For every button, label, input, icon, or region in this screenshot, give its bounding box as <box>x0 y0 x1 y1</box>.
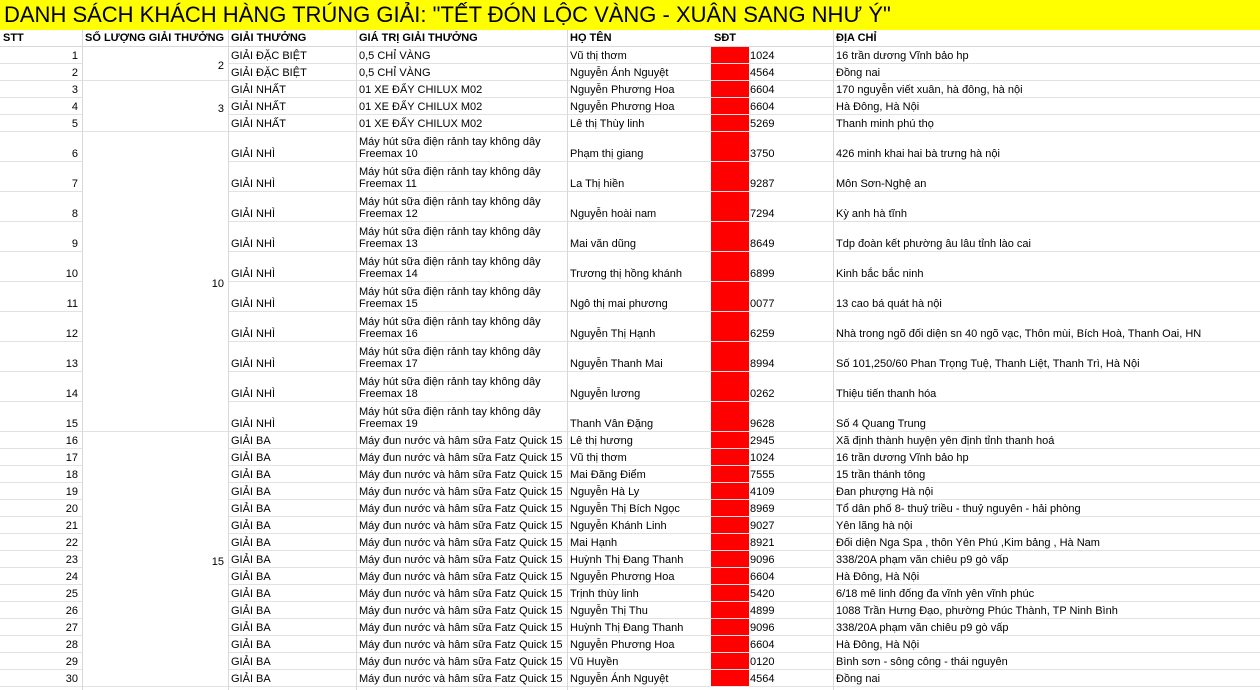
address-cell[interactable]: Thanh minh phú thọ <box>836 118 934 130</box>
phone-cell[interactable]: 6604 <box>750 639 775 651</box>
address-cell[interactable]: 338/20A phạm văn chiêu p9 gò vấp <box>836 622 1009 634</box>
redacted-phone-block <box>711 115 749 131</box>
award-cell[interactable]: GIẢI NHÌ <box>231 418 276 430</box>
quantity-value: 2 <box>217 60 224 72</box>
name-cell[interactable]: Nguyễn Thị Hạnh <box>570 328 656 340</box>
prize-value-cell[interactable]: 0,5 CHỈ VÀNG <box>359 67 431 79</box>
address-cell[interactable]: Đối diện Nga Spa , thôn Yên Phú ,Kim bảng , Hà Nam <box>836 537 1100 549</box>
prize-value-cell[interactable]: Máy hút sữa điện rảnh tay không dây Freemax 18 <box>359 376 541 400</box>
award-cell[interactable]: GIẢI BA <box>231 486 271 498</box>
stt-cell[interactable]: 17 <box>65 452 78 464</box>
name-cell[interactable]: Mai văn dũng <box>570 238 637 250</box>
name-cell[interactable]: Mai Đăng Điểm <box>570 469 646 481</box>
stt-cell[interactable]: 10 <box>65 268 78 280</box>
redacted-phone-block <box>711 517 749 533</box>
redacted-phone-block <box>711 162 749 191</box>
address-cell[interactable]: 15 trần thánh tông <box>836 469 926 481</box>
phone-cell[interactable]: 0262 <box>750 388 775 400</box>
redacted-phone-block <box>711 449 749 465</box>
phone-cell[interactable]: 6604 <box>750 571 775 583</box>
prize-value-cell[interactable]: Máy đun nước và hâm sữa Fatz Quick 15 <box>359 469 563 481</box>
award-cell[interactable]: GIẢI NHẤT <box>231 101 287 113</box>
redacted-phone-block <box>711 432 749 448</box>
address-cell[interactable]: 16 trần dương Vĩnh bảo hp <box>836 452 969 464</box>
address-cell[interactable]: 1088 Trần Hưng Đạo, phường Phúc Thành, TP Ninh Bình <box>836 605 1118 617</box>
stt-cell[interactable]: 13 <box>65 358 78 370</box>
award-cell[interactable]: GIẢI ĐẶC BIỆT <box>231 50 307 62</box>
quantity-merged-cell[interactable] <box>82 132 228 432</box>
sheet-title[interactable]: DANH SÁCH KHÁCH HÀNG TRÚNG GIẢI: "TẾT ĐÓN LỘC VÀNG - XUÂN SANG NHƯ Ý" <box>0 0 1260 30</box>
name-cell[interactable]: Trịnh thùy linh <box>570 588 639 600</box>
phone-cell[interactable]: 7294 <box>750 208 775 220</box>
redacted-phone-block <box>711 551 749 567</box>
prize-value-cell[interactable]: 01 XE ĐẨY CHILUX M02 <box>359 101 483 113</box>
stt-cell[interactable]: 5 <box>71 118 78 130</box>
award-cell[interactable]: GIẢI NHẤT <box>231 118 287 130</box>
phone-cell[interactable]: 2945 <box>750 435 775 447</box>
quantity-merged-cell[interactable] <box>82 81 228 132</box>
prize-value-cell[interactable]: Máy hút sữa điện rảnh tay không dây Freemax 13 <box>359 226 541 250</box>
prize-value-cell[interactable]: Máy đun nước và hâm sữa Fatz Quick 15 <box>359 503 563 515</box>
address-cell[interactable]: Đồng nai <box>836 67 881 79</box>
stt-cell[interactable]: 11 <box>66 298 78 310</box>
address-cell[interactable]: 426 minh khai hai bà trưng hà nội <box>836 148 1000 160</box>
stt-cell[interactable]: 21 <box>65 520 78 532</box>
address-cell[interactable]: Số 4 Quang Trung <box>836 418 926 430</box>
award-cell[interactable]: GIẢI BA <box>231 622 271 634</box>
name-cell[interactable]: Thanh Vân Đặng <box>570 418 654 430</box>
phone-cell[interactable]: 8921 <box>750 537 775 549</box>
quantity-value: 15 <box>211 555 224 568</box>
stt-cell[interactable]: 14 <box>65 388 78 400</box>
award-cell[interactable]: GIẢI ĐẶC BIỆT <box>231 67 307 79</box>
award-cell[interactable]: GIẢI NHÌ <box>231 358 276 370</box>
phone-cell[interactable]: 8969 <box>750 503 775 515</box>
address-cell[interactable]: Hà Đông, Hà Nội <box>836 639 920 651</box>
name-cell[interactable]: Nguyễn Phương Hoa <box>570 84 675 96</box>
quantity-value: 10 <box>211 278 224 290</box>
address-cell[interactable]: Đan phượng Hà nội <box>836 486 934 498</box>
column-divider <box>567 30 568 690</box>
stt-cell[interactable]: 18 <box>65 469 78 481</box>
stt-cell[interactable]: 6 <box>71 148 78 160</box>
award-cell[interactable]: GIẢI BA <box>231 554 271 566</box>
award-cell[interactable]: GIẢI NHÌ <box>231 268 276 280</box>
award-cell[interactable]: GIẢI BA <box>231 673 271 685</box>
name-cell[interactable]: Nguyễn Thanh Mai <box>570 358 663 370</box>
prize-value-cell[interactable]: Máy đun nước và hâm sữa Fatz Quick 15 <box>359 571 563 583</box>
redacted-phone-block <box>711 653 749 669</box>
address-cell[interactable]: Thiệu tiến thanh hóa <box>836 388 937 400</box>
redacted-phone-block <box>711 602 749 618</box>
award-cell[interactable]: GIẢI NHÌ <box>231 328 276 340</box>
redacted-phone-block <box>711 98 749 114</box>
prize-value-cell[interactable]: Máy đun nước và hâm sữa Fatz Quick 15 <box>359 554 563 566</box>
prize-value-cell[interactable]: Máy đun nước và hâm sữa Fatz Quick 15 <box>359 605 563 617</box>
phone-cell[interactable]: 0120 <box>750 656 775 668</box>
prize-value-cell[interactable]: Máy hút sữa điện rảnh tay không dây Freemax 10 <box>359 136 541 160</box>
name-cell[interactable]: Nguyễn Hà Ly <box>570 486 640 498</box>
phone-cell[interactable]: 6604 <box>750 84 775 96</box>
column-divider <box>82 30 83 690</box>
award-cell[interactable]: GIẢI NHÌ <box>231 298 276 310</box>
quantity-merged-cell[interactable] <box>82 47 228 81</box>
prize-value-cell[interactable]: Máy hút sữa điện rảnh tay không dây Freemax 15 <box>359 286 541 310</box>
address-cell[interactable]: Xã định thành huyện yên định tỉnh thanh hoá <box>836 435 1055 447</box>
stt-cell[interactable]: 27 <box>65 622 78 634</box>
prize-value-cell[interactable]: Máy đun nước và hâm sữa Fatz Quick 15 <box>359 520 563 532</box>
stt-cell[interactable]: 28 <box>65 639 78 651</box>
phone-cell[interactable]: 9628 <box>750 418 775 430</box>
name-cell[interactable]: Ngô thị mai phương <box>570 298 668 310</box>
stt-cell[interactable]: 20 <box>65 503 78 515</box>
redacted-phone-block <box>711 466 749 482</box>
prize-value-cell[interactable]: 01 XE ĐẨY CHILUX M02 <box>359 118 483 130</box>
award-cell[interactable]: GIẢI BA <box>231 656 271 668</box>
stt-cell[interactable]: 2 <box>71 67 78 79</box>
award-cell[interactable]: GIẢI BA <box>231 503 271 515</box>
redacted-phone-block <box>711 500 749 516</box>
address-cell[interactable]: 13 cao bá quát hà nội <box>836 298 942 310</box>
address-cell[interactable]: 6/18 mê linh đống đa vĩnh yên vĩnh phúc <box>836 588 1035 600</box>
phone-cell[interactable]: 4564 <box>750 673 775 685</box>
redacted-phone-block <box>711 81 749 97</box>
redacted-phone-block <box>711 47 749 63</box>
address-cell[interactable]: Tổ dân phố 8- thuỷ triều - thuỷ nguyên - hải phòng <box>836 503 1081 515</box>
redacted-phone-block <box>711 534 749 550</box>
address-cell[interactable]: Kỳ anh hà tĩnh <box>836 208 907 220</box>
award-cell[interactable]: GIẢI BA <box>231 639 271 651</box>
stt-cell[interactable]: 16 <box>65 435 78 447</box>
name-cell[interactable]: Nguyễn Thị Bích Ngọc <box>570 503 680 515</box>
stt-cell[interactable]: 9 <box>71 238 78 250</box>
stt-cell[interactable]: 7 <box>71 178 78 190</box>
phone-cell[interactable]: 8994 <box>750 358 775 370</box>
address-cell[interactable]: 16 trần dương Vĩnh bảo hp <box>836 50 969 62</box>
prize-value-cell[interactable]: Máy đun nước và hâm sữa Fatz Quick 15 <box>359 452 563 464</box>
header-row <box>0 30 1260 47</box>
award-cell[interactable]: GIẢI BA <box>231 605 271 617</box>
stt-cell[interactable]: 1 <box>71 50 78 62</box>
award-cell[interactable]: GIẢI BA <box>231 571 271 583</box>
stt-cell[interactable]: 26 <box>65 605 78 617</box>
address-cell[interactable]: 170 nguyễn viết xuân, hà đông, hà nội <box>836 84 1023 96</box>
prize-value-cell[interactable]: Máy đun nước và hâm sữa Fatz Quick 15 <box>359 673 563 685</box>
name-cell[interactable]: Mai Hạnh <box>570 537 618 549</box>
redacted-phone-block <box>711 568 749 584</box>
stt-cell[interactable]: 15 <box>65 418 78 430</box>
stt-cell[interactable]: 23 <box>65 554 78 566</box>
name-cell[interactable]: Nguyễn lương <box>570 388 641 400</box>
phone-cell[interactable]: 7555 <box>750 469 775 481</box>
address-cell[interactable]: Kinh bắc bắc ninh <box>836 268 924 280</box>
redacted-phone-block <box>711 670 749 686</box>
prize-value-cell[interactable]: Máy hút sữa điện rảnh tay không dây Freemax 11 <box>359 166 541 190</box>
redacted-phone-block <box>711 312 749 341</box>
stt-cell[interactable]: 3 <box>71 84 78 96</box>
column-divider <box>833 30 834 690</box>
prize-value-cell[interactable]: Máy hút sữa điện rảnh tay không dây Freemax 16 <box>359 316 541 340</box>
prize-value-cell[interactable]: Máy đun nước và hâm sữa Fatz Quick 15 <box>359 588 563 600</box>
redacted-phone-block <box>711 132 749 161</box>
stt-cell[interactable]: 8 <box>71 208 78 220</box>
quantity-value: 3 <box>217 102 224 115</box>
phone-cell[interactable]: 1024 <box>750 50 775 62</box>
name-cell[interactable]: Vũ thị thơm <box>570 50 627 62</box>
phone-cell[interactable]: 0077 <box>750 298 775 310</box>
name-cell[interactable]: La Thị hiền <box>570 178 625 190</box>
name-cell[interactable]: Huỳnh Thị Đang Thanh <box>570 554 684 566</box>
phone-cell[interactable]: 3750 <box>750 148 775 160</box>
header-award[interactable]: GIẢI THƯỞNG <box>231 32 307 44</box>
phone-cell[interactable]: 4564 <box>750 67 775 79</box>
name-cell[interactable]: Nguyễn Thị Thu <box>570 605 648 617</box>
name-cell[interactable]: Phạm thị giang <box>570 148 644 160</box>
quantity-merged-cell[interactable] <box>82 432 228 687</box>
phone-cell[interactable]: 4899 <box>750 605 775 617</box>
prize-value-cell[interactable]: Máy đun nước và hâm sữa Fatz Quick 15 <box>359 656 563 668</box>
address-cell[interactable]: Tdp đoàn kết phường âu lâu tỉnh lào cai <box>836 238 1031 250</box>
phone-cell[interactable]: 1024 <box>750 452 775 464</box>
name-cell[interactable]: Nguyễn Phương Hoa <box>570 571 675 583</box>
address-cell[interactable]: Hà Đông, Hà Nội <box>836 571 920 583</box>
address-cell[interactable]: Nhà trong ngõ đối diện sn 40 ngõ vạc, Thôn mùi, Bích Hoà, Thanh Oai, HN <box>836 328 1202 340</box>
prize-value-cell[interactable]: Máy hút sữa điện rảnh tay không dây Freemax 14 <box>359 256 541 280</box>
redacted-phone-block <box>711 483 749 499</box>
award-cell[interactable]: GIẢI BA <box>231 537 271 549</box>
award-cell[interactable]: GIẢI BA <box>231 469 271 481</box>
stt-cell[interactable]: 24 <box>65 571 78 583</box>
prize-value-cell[interactable]: Máy hút sữa điện rảnh tay không dây Freemax 12 <box>359 196 541 220</box>
name-cell[interactable]: Vũ thị thơm <box>570 452 627 464</box>
header-name[interactable]: HỌ TÊN <box>570 32 612 44</box>
award-cell[interactable]: GIẢI BA <box>231 520 271 532</box>
prize-value-cell[interactable]: Máy đun nước và hâm sữa Fatz Quick 15 <box>359 486 563 498</box>
redacted-phone-block <box>711 192 749 221</box>
redacted-phone-block <box>711 64 749 80</box>
name-cell[interactable]: Trương thị hồng khánh <box>570 268 683 280</box>
award-cell[interactable]: GIẢI NHÌ <box>231 148 276 160</box>
phone-cell[interactable]: 9096 <box>750 622 775 634</box>
header-value[interactable]: GIÁ TRỊ GIẢI THƯỞNG <box>359 32 478 44</box>
stt-cell[interactable]: 12 <box>65 328 78 340</box>
prize-value-cell[interactable]: 01 XE ĐẨY CHILUX M02 <box>359 84 483 96</box>
name-cell[interactable]: Nguyễn Phương Hoa <box>570 101 675 113</box>
stt-cell[interactable]: 25 <box>65 588 78 600</box>
prize-value-cell[interactable]: Máy đun nước và hâm sữa Fatz Quick 15 <box>359 435 563 447</box>
name-cell[interactable]: Nguyễn Phương Hoa <box>570 639 675 651</box>
stt-cell[interactable]: 22 <box>65 537 78 549</box>
redacted-phone-block <box>711 585 749 601</box>
name-cell[interactable]: Vũ Huyền <box>570 656 619 668</box>
prize-value-cell[interactable]: 0,5 CHỈ VÀNG <box>359 50 431 62</box>
column-divider <box>356 30 357 690</box>
award-cell[interactable]: GIẢI BA <box>231 588 271 600</box>
prize-value-cell[interactable]: Máy đun nước và hâm sữa Fatz Quick 15 <box>359 622 563 634</box>
header-stt[interactable]: STT <box>3 32 24 44</box>
name-cell[interactable]: Lê thị hương <box>570 435 633 447</box>
award-cell[interactable]: GIẢI NHÌ <box>231 238 276 250</box>
award-cell[interactable]: GIẢI NHÌ <box>231 388 276 400</box>
redacted-phone-block <box>711 222 749 251</box>
name-cell[interactable]: Huỳnh Thị Đang Thanh <box>570 622 684 634</box>
award-cell[interactable]: GIẢI NHÌ <box>231 178 276 190</box>
award-cell[interactable]: GIẢI BA <box>231 452 271 464</box>
address-cell[interactable]: 338/20A phạm văn chiêu p9 gò vấp <box>836 554 1009 566</box>
address-cell[interactable]: Yên lãng hà nội <box>836 520 913 532</box>
phone-cell[interactable]: 6259 <box>750 328 775 340</box>
prize-value-cell[interactable]: Máy đun nước và hâm sữa Fatz Quick 15 <box>359 639 563 651</box>
phone-cell[interactable]: 6899 <box>750 268 775 280</box>
name-cell[interactable]: Lê thị Thùy linh <box>570 118 645 130</box>
stt-cell[interactable]: 29 <box>65 656 78 668</box>
award-cell[interactable]: GIẢI BA <box>231 435 271 447</box>
redacted-phone-block <box>711 282 749 311</box>
award-cell[interactable]: GIẢI NHẤT <box>231 84 287 96</box>
phone-cell[interactable]: 9027 <box>750 520 775 532</box>
redacted-phone-block <box>711 372 749 401</box>
address-cell[interactable]: Đồng nai <box>836 673 881 685</box>
address-cell[interactable]: Số 101,250/60 Phan Trọng Tuệ, Thanh Liệt, Thanh Trì, Hà Nội <box>836 358 1140 370</box>
redacted-phone-block <box>711 636 749 652</box>
redacted-phone-block <box>711 342 749 371</box>
phone-cell[interactable]: 4109 <box>750 486 775 498</box>
phone-cell[interactable]: 5420 <box>750 588 775 600</box>
name-cell[interactable]: Nguyễn Khánh Linh <box>570 520 667 532</box>
name-cell[interactable]: Nguyễn Ánh Nguyệt <box>570 673 669 685</box>
prize-value-cell[interactable]: Máy đun nước và hâm sữa Fatz Quick 15 <box>359 537 563 549</box>
stt-cell[interactable]: 19 <box>65 486 78 498</box>
prize-value-cell[interactable]: Máy hút sữa điện rảnh tay không dây Freemax 19 <box>359 406 541 430</box>
phone-cell[interactable]: 9096 <box>750 554 775 566</box>
header-phone[interactable]: SĐT <box>714 32 736 44</box>
name-cell[interactable]: Nguyễn Ánh Nguyệt <box>570 67 669 79</box>
phone-cell[interactable]: 5269 <box>750 118 775 130</box>
address-cell[interactable]: Hà Đông, Hà Nội <box>836 101 920 113</box>
phone-cell[interactable]: 8649 <box>750 238 775 250</box>
redacted-phone-block <box>711 252 749 281</box>
header-quantity[interactable]: SỐ LƯỢNG GIẢI THƯỞNG <box>85 32 225 44</box>
stt-cell[interactable]: 4 <box>71 101 78 113</box>
address-cell[interactable]: Môn Sơn-Nghệ an <box>836 178 927 190</box>
phone-cell[interactable]: 6604 <box>750 101 775 113</box>
prize-value-cell[interactable]: Máy hút sữa điện rảnh tay không dây Freemax 17 <box>359 346 541 370</box>
column-divider <box>228 30 229 690</box>
address-cell[interactable]: Bình sơn - sông công - thái nguyên <box>836 656 1008 668</box>
header-address[interactable]: ĐỊA CHỈ <box>836 32 877 44</box>
name-cell[interactable]: Nguyễn hoài nam <box>570 208 657 220</box>
award-cell[interactable]: GIẢI NHÌ <box>231 208 276 220</box>
redacted-phone-block <box>711 619 749 635</box>
stt-cell[interactable]: 30 <box>65 673 78 685</box>
phone-cell[interactable]: 9287 <box>750 178 775 190</box>
redacted-phone-block <box>711 402 749 431</box>
